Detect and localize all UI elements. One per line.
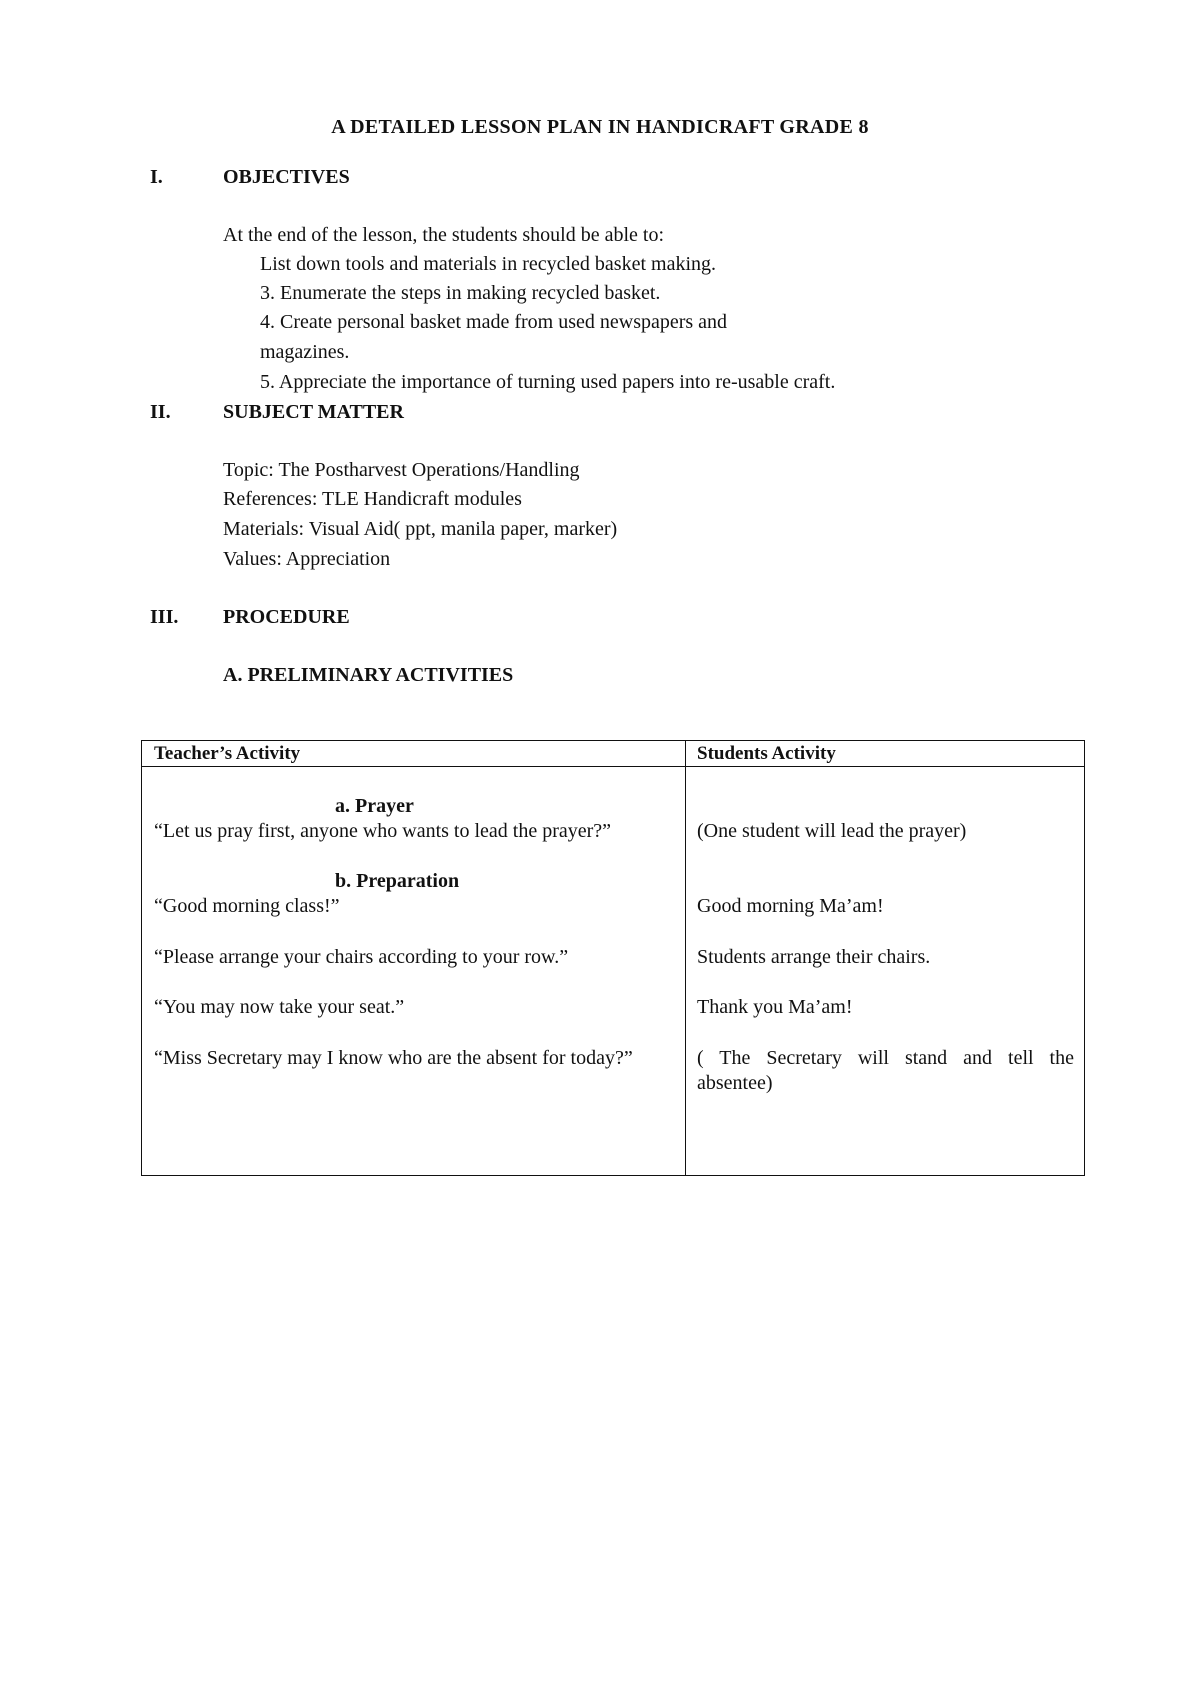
objective-item: magazines. [260, 341, 350, 363]
teacher-line: “Please arrange your chairs according to your row.” [154, 946, 569, 968]
section-number-objectives: I. [150, 166, 163, 188]
student-line: Students arrange their chairs. [697, 946, 931, 968]
teacher-line: “Miss Secretary may I know who are the absent for today?” [154, 1047, 633, 1069]
preparation-heading: b. Preparation [335, 870, 460, 892]
teacher-line: “You may now take your seat.” [154, 996, 405, 1018]
section-title-subject-matter: SUBJECT MATTER [223, 401, 404, 423]
student-line: Good morning Ma’am! [697, 895, 884, 917]
section-title-objectives: OBJECTIVES [223, 166, 350, 188]
section-number-procedure: III. [150, 606, 179, 628]
subject-values: Values: Appreciation [223, 548, 391, 570]
header-teachers-activity: Teacher’s Activity [154, 743, 301, 764]
objectives-intro: At the end of the lesson, the students should be able to: [223, 224, 665, 246]
header-divider [142, 766, 1084, 767]
subsection-preliminary-activities: A. PRELIMINARY ACTIVITIES [223, 664, 514, 686]
column-divider [685, 741, 686, 1175]
objective-item: 5. Appreciate the importance of turning used papers into re-usable craft. [260, 371, 836, 393]
prayer-student-line: (One student will lead the prayer) [697, 820, 967, 842]
section-title-procedure: PROCEDURE [223, 606, 350, 628]
objective-item: 3. Enumerate the steps in making recycled basket. [260, 282, 661, 304]
prayer-heading: a. Prayer [335, 795, 414, 817]
document-title: A DETAILED LESSON PLAN IN HANDICRAFT GRADE 8 [331, 116, 869, 138]
objective-item: List down tools and materials in recycled basket making. [260, 253, 716, 275]
student-line: ( The Secretary will stand and tell the absentee) [697, 1047, 1074, 1094]
section-number-subject-matter: II. [150, 401, 171, 423]
prayer-teacher-line: “Let us pray first, anyone who wants to lead the prayer?” [154, 820, 612, 842]
subject-references: References: TLE Handicraft modules [223, 488, 522, 510]
teacher-line: “Good morning class!” [154, 895, 340, 917]
student-line: Thank you Ma’am! [697, 996, 853, 1018]
subject-materials: Materials: Visual Aid( ppt, manila paper, marker) [223, 518, 618, 540]
subject-topic: Topic: The Postharvest Operations/Handling [223, 459, 580, 481]
header-students-activity: Students Activity [697, 743, 836, 764]
activity-table [141, 740, 1085, 1176]
objective-item: 4. Create personal basket made from used newspapers and [260, 311, 728, 333]
